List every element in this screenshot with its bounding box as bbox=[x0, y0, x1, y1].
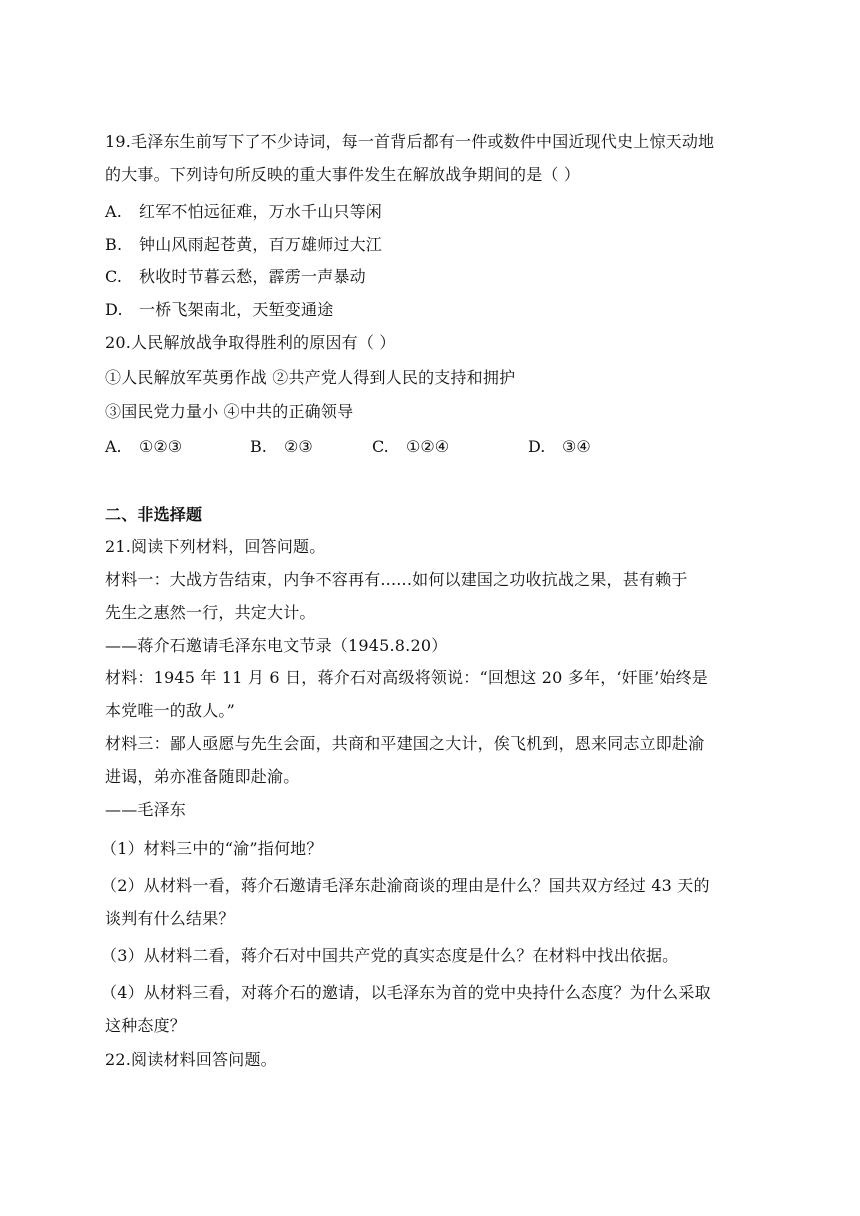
option-label: A. bbox=[105, 437, 122, 456]
option-label: C. bbox=[372, 437, 389, 456]
q22-stem: 22.阅读材料回答问题。 bbox=[105, 1050, 277, 1069]
option-text: ①②④ bbox=[406, 437, 450, 456]
q21-subquestion-4-line1: （4）从材料三看，对蒋介石的邀请，以毛泽东为首的党中央持什么态度？为什么采取 bbox=[101, 983, 711, 1002]
q21-material2-line1: 材料：1945 年 11 月 6 日，蒋介石对高级将领说：“回想这 20 多年，‘奸匪’始终是 bbox=[105, 668, 708, 687]
q20-option-c bbox=[372, 437, 449, 457]
q19-stem-line1: 19.毛泽东生前写下了不少诗词，每一首背后都有一件或数件中国近现代史上惊天动地 bbox=[105, 132, 715, 151]
q21-material2-line2: 本党唯一的敌人。” bbox=[105, 701, 235, 720]
q21-subquestion-1: （1）材料三中的“渝”指何地？ bbox=[101, 839, 323, 858]
q21-subquestion-2-line2: 谈判有什么结果？ bbox=[105, 909, 235, 928]
section-heading: 二、非选择题 bbox=[105, 505, 203, 524]
q19-option-c bbox=[105, 267, 366, 287]
q21-material1-line2: 先生之惠然一行，共定大计。 bbox=[105, 603, 316, 622]
option-text: 秋收时节暮云愁，霹雳一声暴动 bbox=[139, 267, 366, 286]
q20-items-line1: ①人民解放军英勇作战 ②共产党人得到人民的支持和拥护 bbox=[105, 368, 516, 387]
q21-material1-line1: 材料一：大战方告结束，内争不容再有......如何以建国之功收抗战之果，甚有赖于 bbox=[105, 570, 688, 589]
option-label: A. bbox=[105, 202, 123, 221]
q21-stem: 21.阅读下列材料，回答问题。 bbox=[105, 537, 326, 556]
q20-option-d bbox=[528, 437, 591, 457]
option-text: ②③ bbox=[284, 437, 313, 456]
option-label: B. bbox=[250, 437, 267, 456]
option-text: 钟山风雨起苍黄，百万雄师过大江 bbox=[139, 235, 383, 254]
option-text: 一桥飞架南北，天堑变通途 bbox=[139, 300, 334, 319]
q19-option-d bbox=[105, 300, 333, 320]
q21-material3-line2: 进谒，弟亦准备随即赴渝。 bbox=[105, 767, 300, 786]
q20-stem: 20.人民解放战争取得胜利的原因有（ ） bbox=[105, 333, 396, 352]
q21-subquestion-2-line1: （2）从材料一看，蒋介石邀请毛泽东赴渝商谈的理由是什么？国共双方经过 43 天的 bbox=[101, 876, 710, 895]
q19-option-b bbox=[105, 235, 382, 255]
q21-material3-source: ——毛泽东 bbox=[105, 800, 187, 819]
option-label: D. bbox=[105, 300, 123, 319]
q21-material1-source: ——蒋介石邀请毛泽东电文节录（1945.8.20） bbox=[105, 636, 448, 655]
q19-stem-line2: 的大事。下列诗句所反映的重大事件发生在解放战争期间的是（ ） bbox=[105, 165, 581, 184]
q21-material3-line1: 材料三：鄙人亟愿与先生会面，共商和平建国之大计，俟飞机到，恩来同志立即赴渝 bbox=[105, 734, 705, 753]
option-label: B. bbox=[105, 235, 123, 254]
option-text: ①②③ bbox=[139, 437, 183, 456]
option-label: D. bbox=[528, 437, 546, 456]
q20-items-line2: ③国民党力量小 ④中共的正确领导 bbox=[105, 402, 354, 421]
option-label: C. bbox=[105, 267, 123, 286]
q19-option-a bbox=[105, 202, 382, 222]
option-text: 红军不怕远征难，万水千山只等闲 bbox=[139, 202, 383, 221]
q20-option-b bbox=[250, 437, 313, 457]
q20-option-a bbox=[105, 437, 182, 457]
q21-subquestion-4-line2: 这种态度？ bbox=[105, 1016, 187, 1035]
q21-subquestion-3: （3）从材料二看，蒋介石对中国共产党的真实态度是什么？在材料中找出依据。 bbox=[101, 946, 679, 965]
option-text: ③④ bbox=[562, 437, 591, 456]
